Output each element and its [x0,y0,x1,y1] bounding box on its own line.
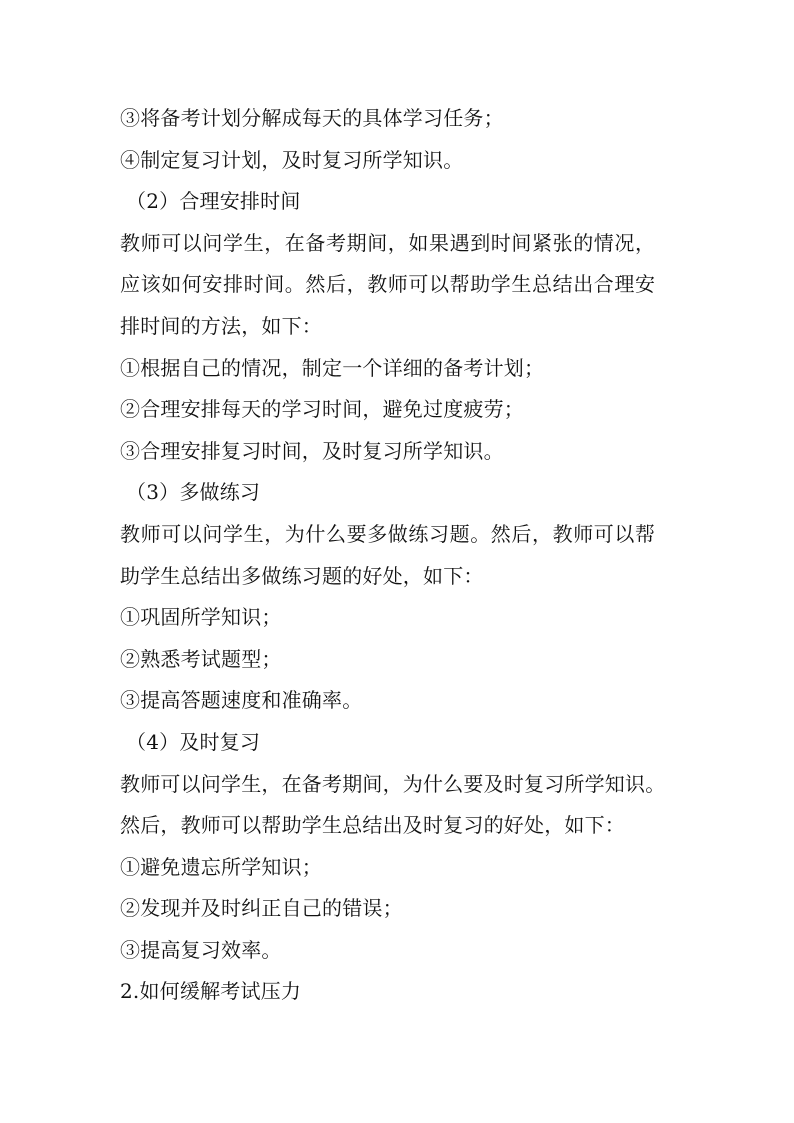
list-item: ③合理安排复习时间，及时复习所学知识。 [120,438,504,463]
list-item: ①根据自己的情况，制定一个详细的备考计划； [120,355,545,380]
paragraph-line: 助学生总结出多做练习题的好处，如下： [120,563,484,588]
section-heading: （2）合理安排时间 [126,189,301,214]
paragraph-line: 教师可以问学生，在备考期间，为什么要及时复习所学知识。 [120,771,666,796]
paragraph-line: 然后，教师可以帮助学生总结出及时复习的好处，如下： [120,813,625,838]
paragraph-line: 教师可以问学生，在备考期间，如果遇到时间紧张的情况， [120,230,656,255]
section-heading: （4）及时复习 [126,729,261,754]
list-item: ①避免遗忘所学知识； [120,854,322,879]
paragraph-line: 排时间的方法，如下： [120,313,322,338]
list-item: ③提高复习效率。 [120,937,282,962]
list-item: ②熟悉考试题型； [120,646,282,671]
section-heading: （3）多做练习 [126,480,261,505]
list-item: ③将备考计划分解成每天的具体学习任务； [120,106,504,130]
list-item: ③提高答题速度和准确率。 [120,688,363,713]
document-body [120,98,680,1013]
section-heading: 2.如何缓解考试压力 [120,979,302,1004]
list-item: ④制定复习计划，及时复习所学知识。 [120,147,464,172]
list-item: ①巩固所学知识； [120,605,282,630]
paragraph-line: 应该如何安排时间。然后，教师可以帮助学生总结出合理安 [120,272,656,297]
list-item: ②合理安排每天的学习时间，避免过度疲劳； [120,397,524,422]
list-item: ②发现并及时纠正自己的错误； [120,896,403,921]
paragraph-line: 教师可以问学生，为什么要多做练习题。然后，教师可以帮 [120,521,656,546]
